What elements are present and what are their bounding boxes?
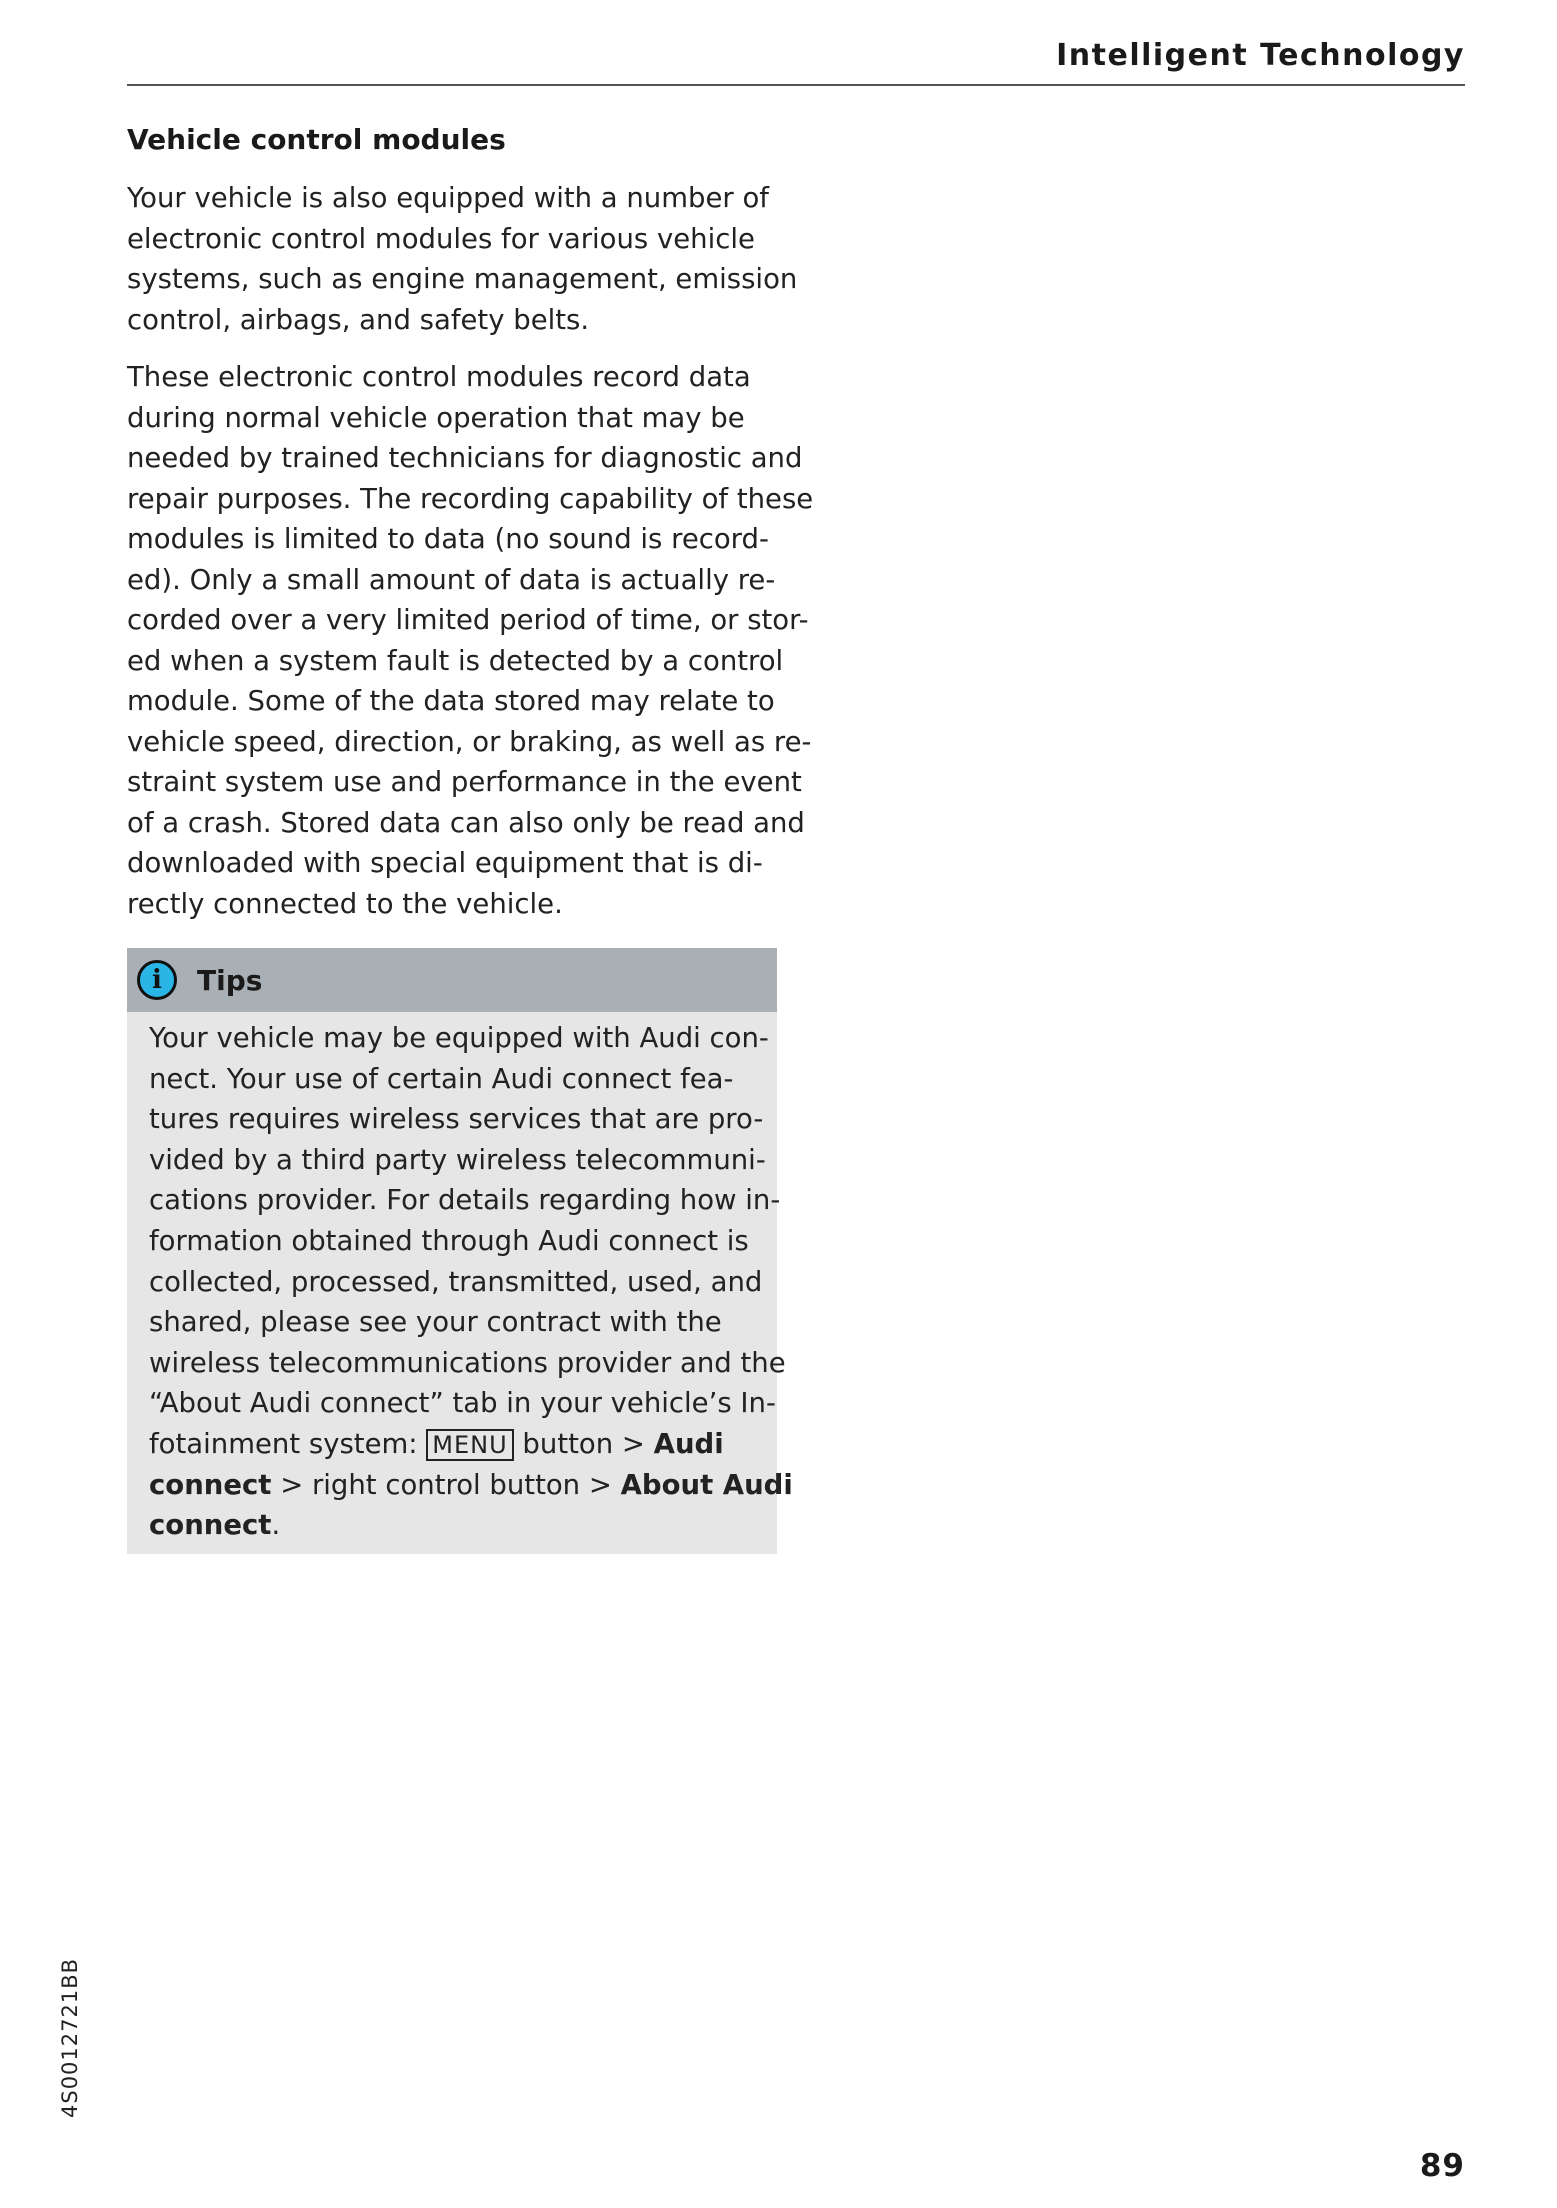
header-divider (127, 84, 1465, 86)
tips-line: wireless telecommunications provider and the (149, 1346, 786, 1379)
tips-line: “About Audi connect” tab in your vehicle’s In- (149, 1387, 776, 1420)
text-line: Your vehicle is also equipped with a number of (127, 182, 769, 214)
tips-line: tures requires wireless services that are pro- (149, 1103, 764, 1136)
tips-text: . (271, 1509, 281, 1542)
section-heading: Vehicle control modules (127, 123, 506, 156)
text-line: control, airbags, and safety belts. (127, 303, 590, 336)
tips-line-end (149, 1505, 757, 1546)
text-line: ed when a system fault is detected by a control (127, 644, 784, 677)
text-line: vehicle speed, direction, or braking, as well as re- (127, 725, 812, 758)
info-icon: i (137, 960, 177, 1000)
text-line: module. Some of the data stored may relate to (127, 685, 775, 717)
tips-header (127, 948, 777, 1012)
tips-text: button > (513, 1427, 654, 1460)
tips-bold: Audi (653, 1427, 724, 1460)
text-line: straint system use and performance in the event (127, 766, 802, 798)
tips-line: vided by a third party wireless telecommuni- (149, 1143, 766, 1176)
tips-line: cations provider. For details regarding how in- (149, 1184, 781, 1217)
tips-text: > right control button > (271, 1468, 621, 1501)
menu-key: MENU (426, 1429, 513, 1461)
paragraph-2 (127, 357, 814, 924)
text-line: needed by trained technicians for diagnostic and (127, 442, 803, 474)
tips-text: fotainment system: (149, 1427, 427, 1460)
page-number: 89 (1419, 2148, 1465, 2184)
tips-label: Tips (197, 963, 263, 997)
text-line: modules is limited to data (no sound is record- (127, 523, 769, 555)
text-line: These electronic control modules record data (127, 361, 751, 393)
tips-line-menu (149, 1424, 757, 1465)
tips-box (127, 948, 793, 1554)
text-line: ed). Only a small amount of data is actually re- (127, 563, 776, 596)
text-line: during normal vehicle operation that may be (127, 401, 745, 434)
text-line: systems, such as engine management, emission (127, 263, 798, 295)
tips-line: collected, processed, transmitted, used, and (149, 1265, 763, 1298)
tips-line: shared, please see your contract with the (149, 1306, 722, 1339)
paragraph-1 (127, 178, 798, 340)
document-code: 4S0012721BB (58, 1957, 82, 2118)
text-line: repair purposes. The recording capability of these (127, 482, 814, 515)
main-content (127, 120, 814, 1554)
text-line: downloaded with special equipment that is di- (127, 847, 763, 879)
text-line: electronic control modules for various vehicle (127, 222, 755, 255)
tips-bold: About Audi (620, 1468, 793, 1501)
text-line: rectly connected to the vehicle. (127, 887, 563, 920)
tips-line: Your vehicle may be equipped with Audi con- (149, 1022, 769, 1054)
tips-bold: connect (149, 1468, 272, 1501)
running-header: Intelligent Technology (1056, 38, 1465, 73)
text-line: of a crash. Stored data can also only be read and (127, 806, 805, 839)
tips-bold: connect (149, 1509, 272, 1542)
tips-line: formation obtained through Audi connect is (149, 1224, 749, 1257)
tips-line: nect. Your use of certain Audi connect fea- (149, 1062, 734, 1095)
tips-body (127, 1012, 793, 1554)
tips-line-path (149, 1465, 793, 1506)
text-line: corded over a very limited period of time, or stor- (127, 604, 809, 636)
